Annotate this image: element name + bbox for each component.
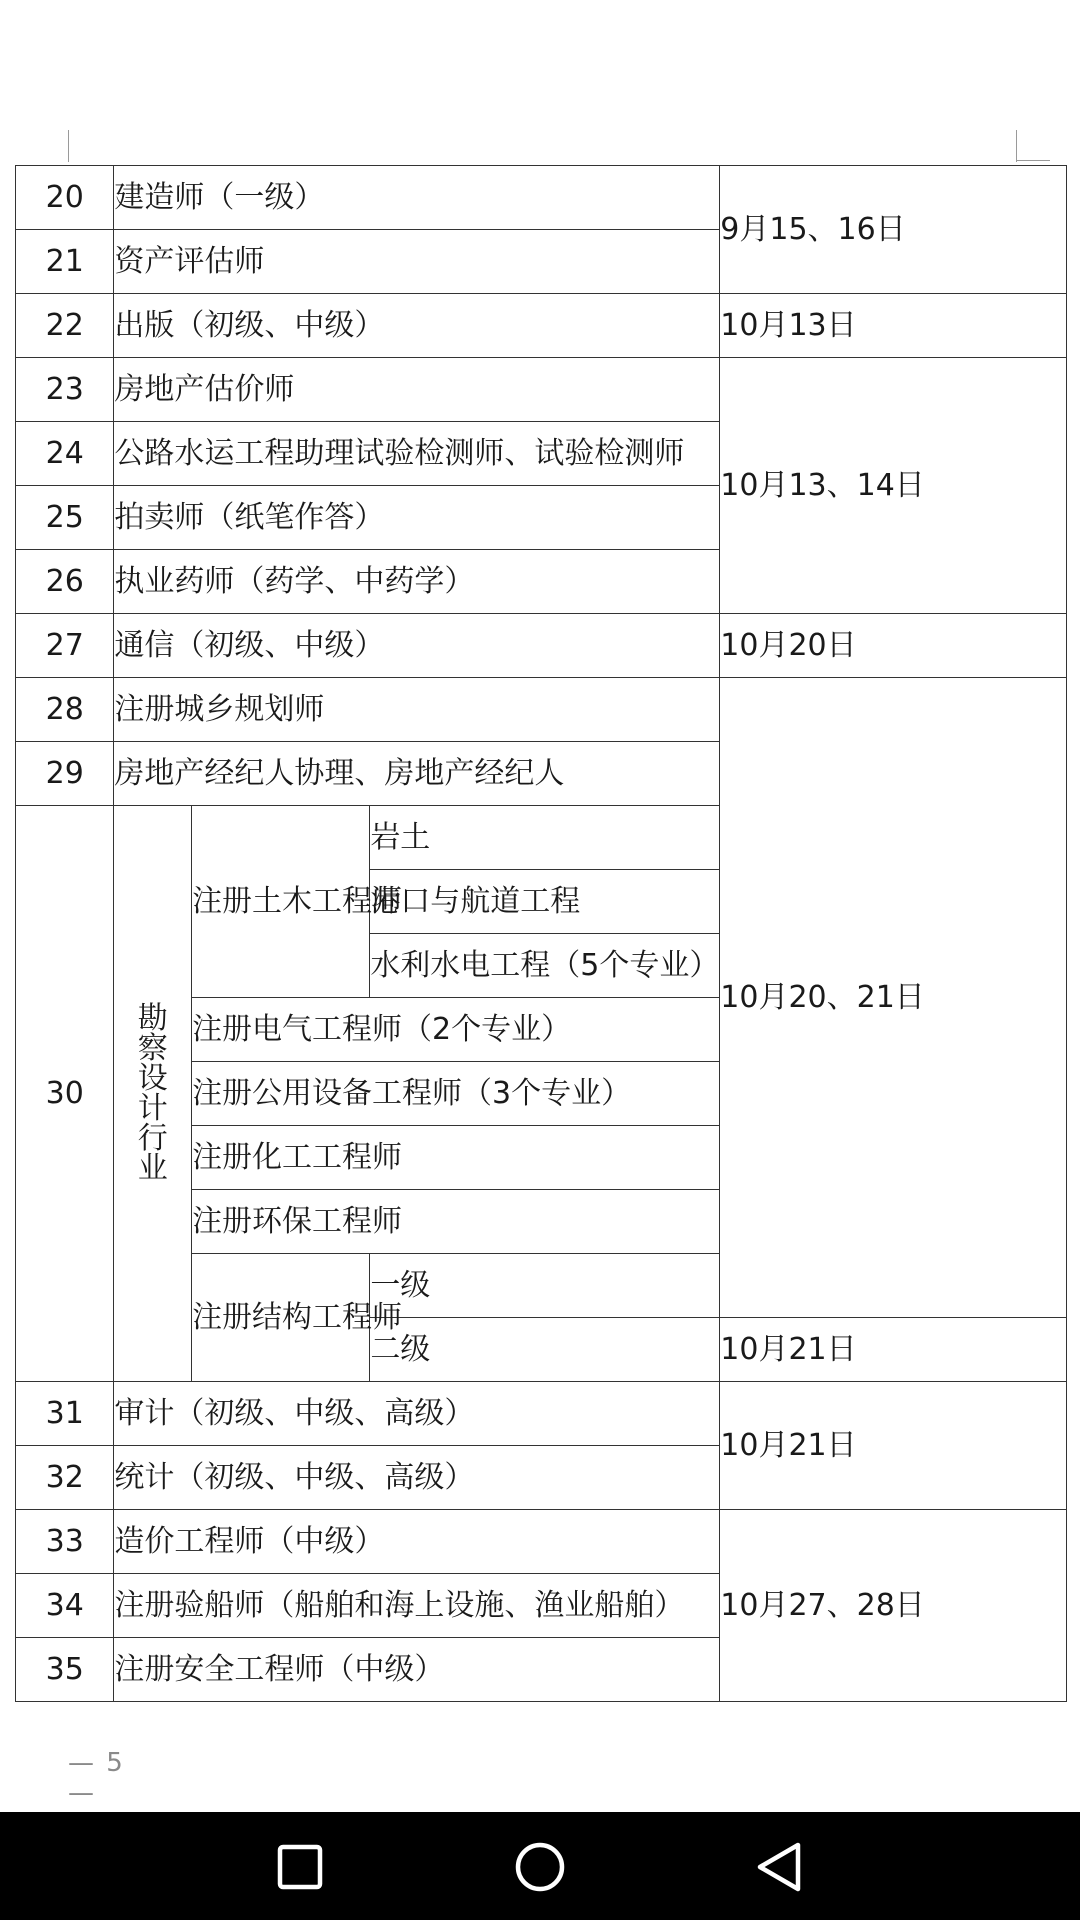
exam-name: 公路水运工程助理试验检测师、试验检测师: [114, 422, 720, 486]
exam-name: 房地产经纪人协理、房地产经纪人: [114, 742, 720, 806]
row-number: 26: [16, 550, 114, 614]
structural-engineer-label: 注册结构工程师: [192, 1254, 370, 1382]
exam-date: 10月21日: [720, 1382, 1067, 1510]
exam-name: 房地产估价师: [114, 358, 720, 422]
exam-date: 10月20、21日: [720, 678, 1067, 1318]
row-number: 22: [16, 294, 114, 358]
exam-name: 注册公用设备工程师（3个专业）: [192, 1062, 720, 1126]
home-button[interactable]: [510, 1837, 570, 1897]
navigation-bar: [0, 1812, 1080, 1920]
row-number: 28: [16, 678, 114, 742]
exam-name: 执业药师（药学、中药学）: [114, 550, 720, 614]
exam-date: 10月13日: [720, 294, 1067, 358]
industry-category: [114, 806, 192, 1382]
back-button[interactable]: [750, 1837, 810, 1897]
specialty-name: 岩土: [370, 806, 720, 870]
exam-date: 10月13、14日: [720, 358, 1067, 614]
civil-engineer-label: 注册土木工程师: [192, 806, 370, 998]
exam-name: 注册化工工程师: [192, 1126, 720, 1190]
exam-name: 建造师（一级）: [114, 166, 720, 230]
exam-date: 10月21日: [720, 1318, 1067, 1382]
exam-name: 注册安全工程师（中级）: [114, 1638, 720, 1702]
exam-name: 资产评估师: [114, 230, 720, 294]
recent-apps-button[interactable]: [270, 1837, 330, 1897]
corner-mark: [1016, 130, 1017, 162]
square-icon: [270, 1837, 330, 1897]
specialty-name: 港口与航道工程: [370, 870, 720, 934]
page-number: — 5 —: [68, 1748, 125, 1808]
row-number: 30: [16, 806, 114, 1382]
exam-name: 注册电气工程师（2个专业）: [192, 998, 720, 1062]
row-number: 24: [16, 422, 114, 486]
table-row: [16, 678, 1067, 742]
row-number: 34: [16, 1574, 114, 1638]
exam-date: 10月27、28日: [720, 1510, 1067, 1702]
table-row: [16, 166, 1067, 230]
row-number: 21: [16, 230, 114, 294]
industry-category-label: 勘察设计行业: [137, 1000, 168, 1186]
corner-mark: [68, 130, 69, 162]
triangle-icon: [750, 1837, 810, 1897]
row-number: 29: [16, 742, 114, 806]
exam-name: 注册环保工程师: [192, 1190, 720, 1254]
exam-date: 10月20日: [720, 614, 1067, 678]
row-number: 32: [16, 1446, 114, 1510]
table-row: [16, 614, 1067, 678]
table-row: [16, 1510, 1067, 1574]
exam-name: 出版（初级、中级）: [114, 294, 720, 358]
specialty-name: 一级: [370, 1254, 720, 1318]
row-number: 27: [16, 614, 114, 678]
exam-name: 拍卖师（纸笔作答）: [114, 486, 720, 550]
exam-name: 通信（初级、中级）: [114, 614, 720, 678]
exam-name: 造价工程师（中级）: [114, 1510, 720, 1574]
exam-name: 注册验船师（船舶和海上设施、渔业船舶）: [114, 1574, 720, 1638]
table-row: [16, 358, 1067, 422]
exam-date: 9月15、16日: [720, 166, 1067, 294]
row-number: 33: [16, 1510, 114, 1574]
specialty-name: 二级: [370, 1318, 720, 1382]
table-row: [16, 1382, 1067, 1446]
row-number: 23: [16, 358, 114, 422]
circle-icon: [510, 1837, 570, 1897]
exam-schedule-table: [15, 165, 1067, 1702]
row-number: 31: [16, 1382, 114, 1446]
row-number: 20: [16, 166, 114, 230]
table-row: [16, 294, 1067, 358]
corner-mark: [1016, 160, 1050, 161]
exam-name: 统计（初级、中级、高级）: [114, 1446, 720, 1510]
row-number: 35: [16, 1638, 114, 1702]
row-number: 25: [16, 486, 114, 550]
exam-name: 注册城乡规划师: [114, 678, 720, 742]
specialty-name: 水利水电工程（5个专业）: [370, 934, 720, 998]
exam-name: 审计（初级、中级、高级）: [114, 1382, 720, 1446]
